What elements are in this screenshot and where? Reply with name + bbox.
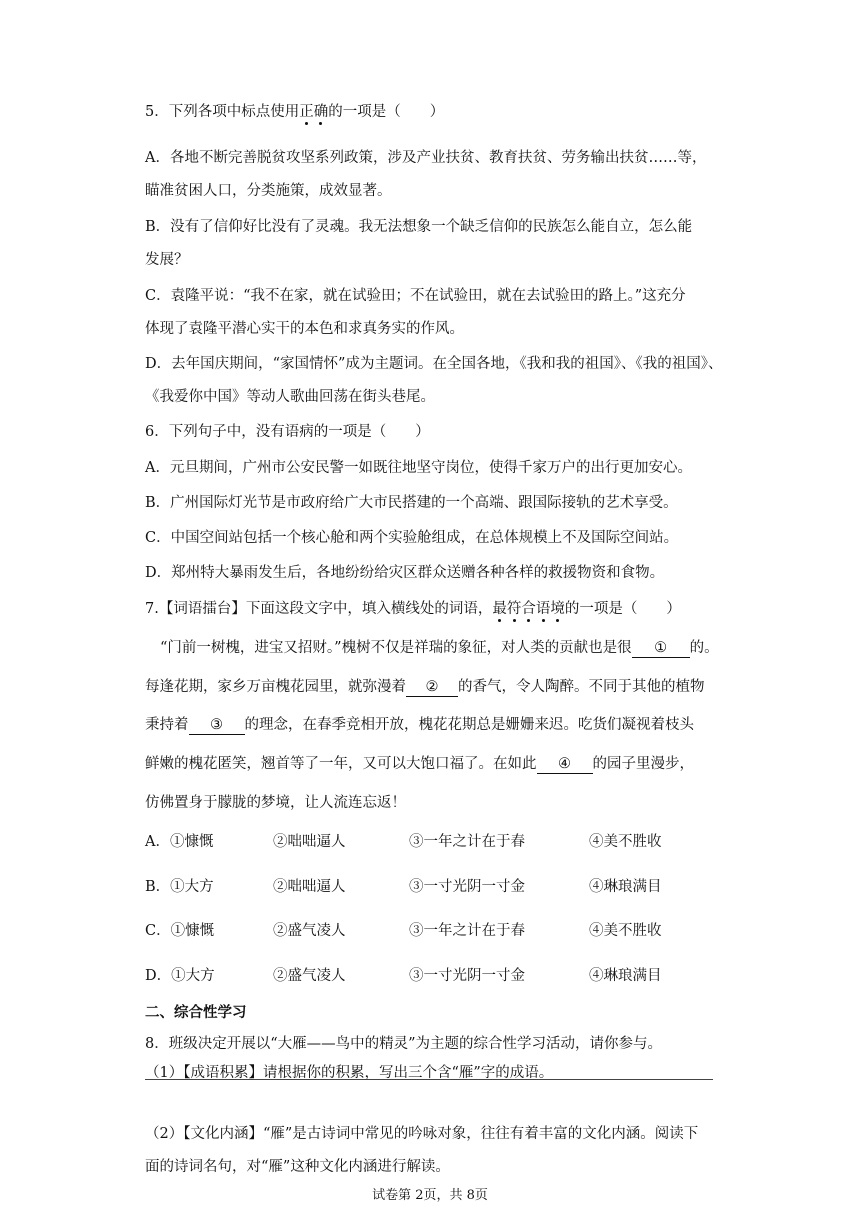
q5-option-c: C．袁隆平说：“我不在家，就在试验田；不在试验田，就在去试验田的路上。”这充分 [145, 288, 686, 304]
q7-passage-line: 鲜嫩的槐花匿笑，翘首等了一年，又可以大饱口福了。在如此 ④ 的园子里漫步， [145, 756, 694, 772]
page-footer: 试卷第 2页，共 8页 [372, 1188, 488, 1203]
q7-passage-line: “门前一树槐，进宝又招财。”槐树不仅是祥瑞的象征，对人类的贡献也是很 ① 的。 [160, 640, 719, 656]
q6-stem: 6．下列句子中，没有语病的一项是（ ） [145, 424, 430, 440]
section-heading: 二、综合性学习 [145, 1005, 247, 1021]
q7-passage-line: 秉持着 ③ 的理念，在春季竞相开放，槐花花期总是姗姗来迟。吃货们凝视着枝头 [145, 717, 694, 733]
blank-2: ② [406, 678, 458, 697]
emphasis-char: 正 [299, 104, 314, 120]
q7-stem: 7.【词语擂台】下面这段文字中，填入横线处的词语，最符合语境的一项是（ ） [145, 601, 681, 617]
q7-option-a: A．①慷慨 ②咄咄逼人 ③一年之计在于春 ④美不胜收 [145, 834, 662, 850]
q7-option-b: B．①大方 ②咄咄逼人 ③一寸光阴一寸金 ④琳琅满目 [145, 879, 662, 895]
emphasis-char: 合 [521, 601, 536, 617]
q7-passage-line: 每逢花期，家乡万亩槐花园里，就弥漫着 ② 的香气，令人陶醉。不同于其他的植物 [145, 679, 705, 695]
q8-subquestion-2-cont: 面的诗词名句，对“雁”这种文化内涵进行解读。 [145, 1159, 450, 1175]
q7-option-d: D．①大方 ②盛气凌人 ③一寸光阴一寸金 ④琳琅满目 [145, 968, 662, 984]
blank-3: ③ [189, 716, 245, 735]
q5-option-a-cont: 瞄准贫困人口，分类施策，成效显著。 [145, 183, 392, 199]
blank-1: ① [632, 639, 690, 658]
q7-passage-line: 仿佛置身于朦胧的梦境，让人流连忘返！ [145, 795, 406, 811]
q6-option-d: D．郑州特大暴雨发生后，各地纷纷给灾区群众送赠各种各样的救援物资和食物。 [145, 565, 665, 581]
answer-line [145, 1079, 713, 1080]
q6-option-c: C．中国空间站包括一个核心舱和两个实验舱组成，在总体规模上不及国际空间站。 [145, 530, 679, 546]
emphasis-char: 符 [506, 601, 522, 617]
q5-option-d-cont: 《我爱你中国》等动人歌曲回荡在街头巷尾。 [145, 389, 435, 405]
q7-option-c: C．①慷慨 ②盛气凌人 ③一年之计在于春 ④美不胜收 [145, 923, 662, 939]
emphasis-char: 最 [492, 601, 507, 617]
q6-option-b: B．广州国际灯光节是市政府给广大市民搭建的一个高端、跟国际接轨的艺术享受。 [145, 495, 678, 511]
emphasis-char: 确 [313, 104, 329, 120]
q8-stem: 8．班级决定开展以“大雁——鸟中的精灵”为主题的综合性学习活动，请你参与。 [145, 1036, 663, 1052]
q5-stem: 5．下列各项中标点使用正确的一项是（ ） [145, 104, 445, 120]
q5-option-b: B．没有了信仰好比没有了灵魂。我无法想象一个缺乏信仰的民族怎么能自立，怎么能 [145, 219, 693, 235]
q8-subquestion-2: （2）【文化内涵】“雁”是古诗词中常见的吟咏对象，往往有着丰富的文化内涵。阅读下 [145, 1126, 699, 1142]
q8-subquestion-1: （1）【成语积累】请根据你的积累，写出三个含“雁”字的成语。 [145, 1065, 554, 1081]
emphasis-char: 语 [535, 601, 551, 617]
q5-option-c-cont: 体现了袁隆平潜心实干的本色和求真务实的作风。 [145, 321, 464, 337]
q5-option-d: D．去年国庆期间，“家国情怀”成为主题词。在全国各地，《我和我的祖国》、《我的祖国》、 [145, 356, 723, 372]
blank-4: ④ [537, 755, 593, 774]
emphasis-char: 境 [550, 601, 565, 617]
q6-option-a: A．元旦期间，广州市公安民警一如既往地坚守岗位，使得千家万户的出行更加安心。 [145, 460, 692, 476]
q5-option-b-cont: 发展？ [145, 252, 189, 268]
q5-option-a: A．各地不断完善脱贫攻坚系列政策，涉及产业扶贫、教育扶贫、劳务输出扶贫……等， [145, 150, 707, 166]
